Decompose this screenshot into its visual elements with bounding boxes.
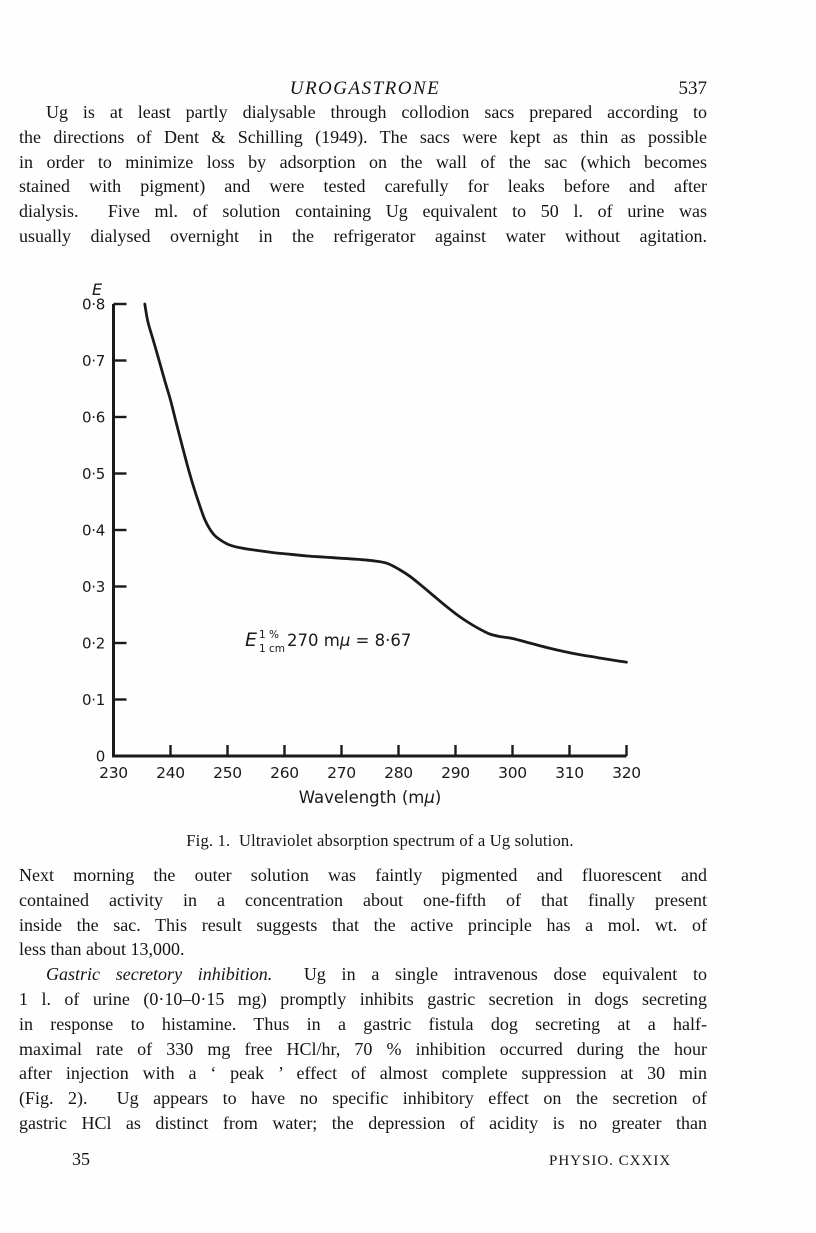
y-tick-label: 0·6 — [82, 408, 105, 427]
journal-volume-ref: PHYSIO. CXXIX — [549, 1153, 672, 1169]
x-tick-label: 240 — [156, 764, 185, 782]
article-title: UROGASTRONE — [289, 78, 441, 99]
x-tick-label: 250 — [213, 764, 242, 782]
body-line: Ug is at least partly dialysable through collodion sacs prepared according to — [46, 102, 707, 122]
body-line: 1 l. of urine (0·10–0·15 mg) promptly inhibits gastric secretion in dogs secreting — [19, 988, 707, 1009]
body-line: (Fig. 2). Ug appears to have no specific inhibitory effect on the secretion of — [19, 1088, 707, 1109]
body-line: in order to minimize loss by adsorption on the wall of the sac (which becomes — [19, 151, 707, 172]
annotation-symbol: E — [245, 629, 258, 651]
axes — [114, 304, 627, 756]
x-tick-label: 280 — [384, 764, 413, 782]
body-line: after injection with a ‘ peak ’ effect of almost complete suppression at 30 min — [19, 1063, 707, 1084]
y-tick-label: 0 — [95, 747, 105, 766]
y-tick-label: 0·8 — [82, 295, 105, 314]
body-line: contained activity in a concentration about one-fifth of that finally present — [19, 889, 707, 910]
body-line: usually dialysed overnight in the refrigerator against water without agitation. — [19, 225, 707, 246]
signature-number: 35 — [72, 1149, 90, 1169]
body-line: inside the sac. This result suggests that the active principle has a mol. wt. of — [19, 914, 707, 935]
y-tick-label: 0·7 — [82, 352, 105, 370]
body-line: the directions of Dent & Schilling (1949). The sacs were kept as thin as possible — [19, 126, 707, 147]
figure-caption: Fig. 1. Ultraviolet absorption spectrum of a Ug solution. — [186, 831, 574, 850]
y-tick-label: 0·1 — [82, 691, 105, 709]
y-tick-label: 0·3 — [82, 578, 105, 596]
annotation-superscript: 1 % — [259, 629, 279, 641]
x-tick-label: 310 — [555, 764, 584, 782]
annotation-subscript: 1 cm — [259, 643, 286, 655]
body-line: less than about 13,000. — [19, 939, 185, 960]
body-line: gastric HCl as distinct from water; the depression of acidity is no greater than — [19, 1112, 707, 1133]
page-number: 537 — [678, 78, 707, 99]
body-line: dialysis. Five ml. of solution containing Ug equivalent to 50 l. of urine was — [19, 201, 707, 222]
y-tick-label: 0·2 — [82, 634, 105, 653]
body-line: Gastric secretory inhibition. Ug in a single intravenous dose equivalent to — [46, 964, 707, 985]
y-tick-label: 0·4 — [82, 521, 105, 540]
y-axis-title: E — [91, 280, 103, 299]
figure-chart — [0, 268, 700, 828]
body-line: maximal rate of 330 mg free HCl/hr, 70 % inhibition occurred during the hour — [19, 1038, 707, 1059]
absorption-curve — [145, 304, 627, 662]
italic-lead: Gastric secretory inhibition. — [46, 964, 273, 985]
x-tick-label: 260 — [270, 764, 299, 782]
y-tick-label: 0·5 — [82, 465, 105, 483]
body-text-bottom — [19, 863, 707, 1136]
annotation-value: 270 mμ = 8·67 — [287, 631, 412, 650]
x-tick-label: 290 — [441, 764, 470, 782]
body-line: Next morning the outer solution was faintly pigmented and fluorescent and — [19, 865, 707, 885]
x-tick-label: 320 — [612, 764, 641, 782]
body-text-top — [19, 100, 707, 249]
x-tick-label: 270 — [327, 764, 356, 782]
x-tick-label: 300 — [498, 764, 527, 782]
body-line: in response to histamine. Thus in a gastric fistula dog secreting at a half- — [19, 1013, 707, 1034]
body-line: stained with pigment) and were tested carefully for leaks before and after — [19, 176, 707, 197]
x-axis-title: Wavelength (mμ) — [298, 788, 442, 807]
x-tick-label: 230 — [99, 764, 128, 782]
